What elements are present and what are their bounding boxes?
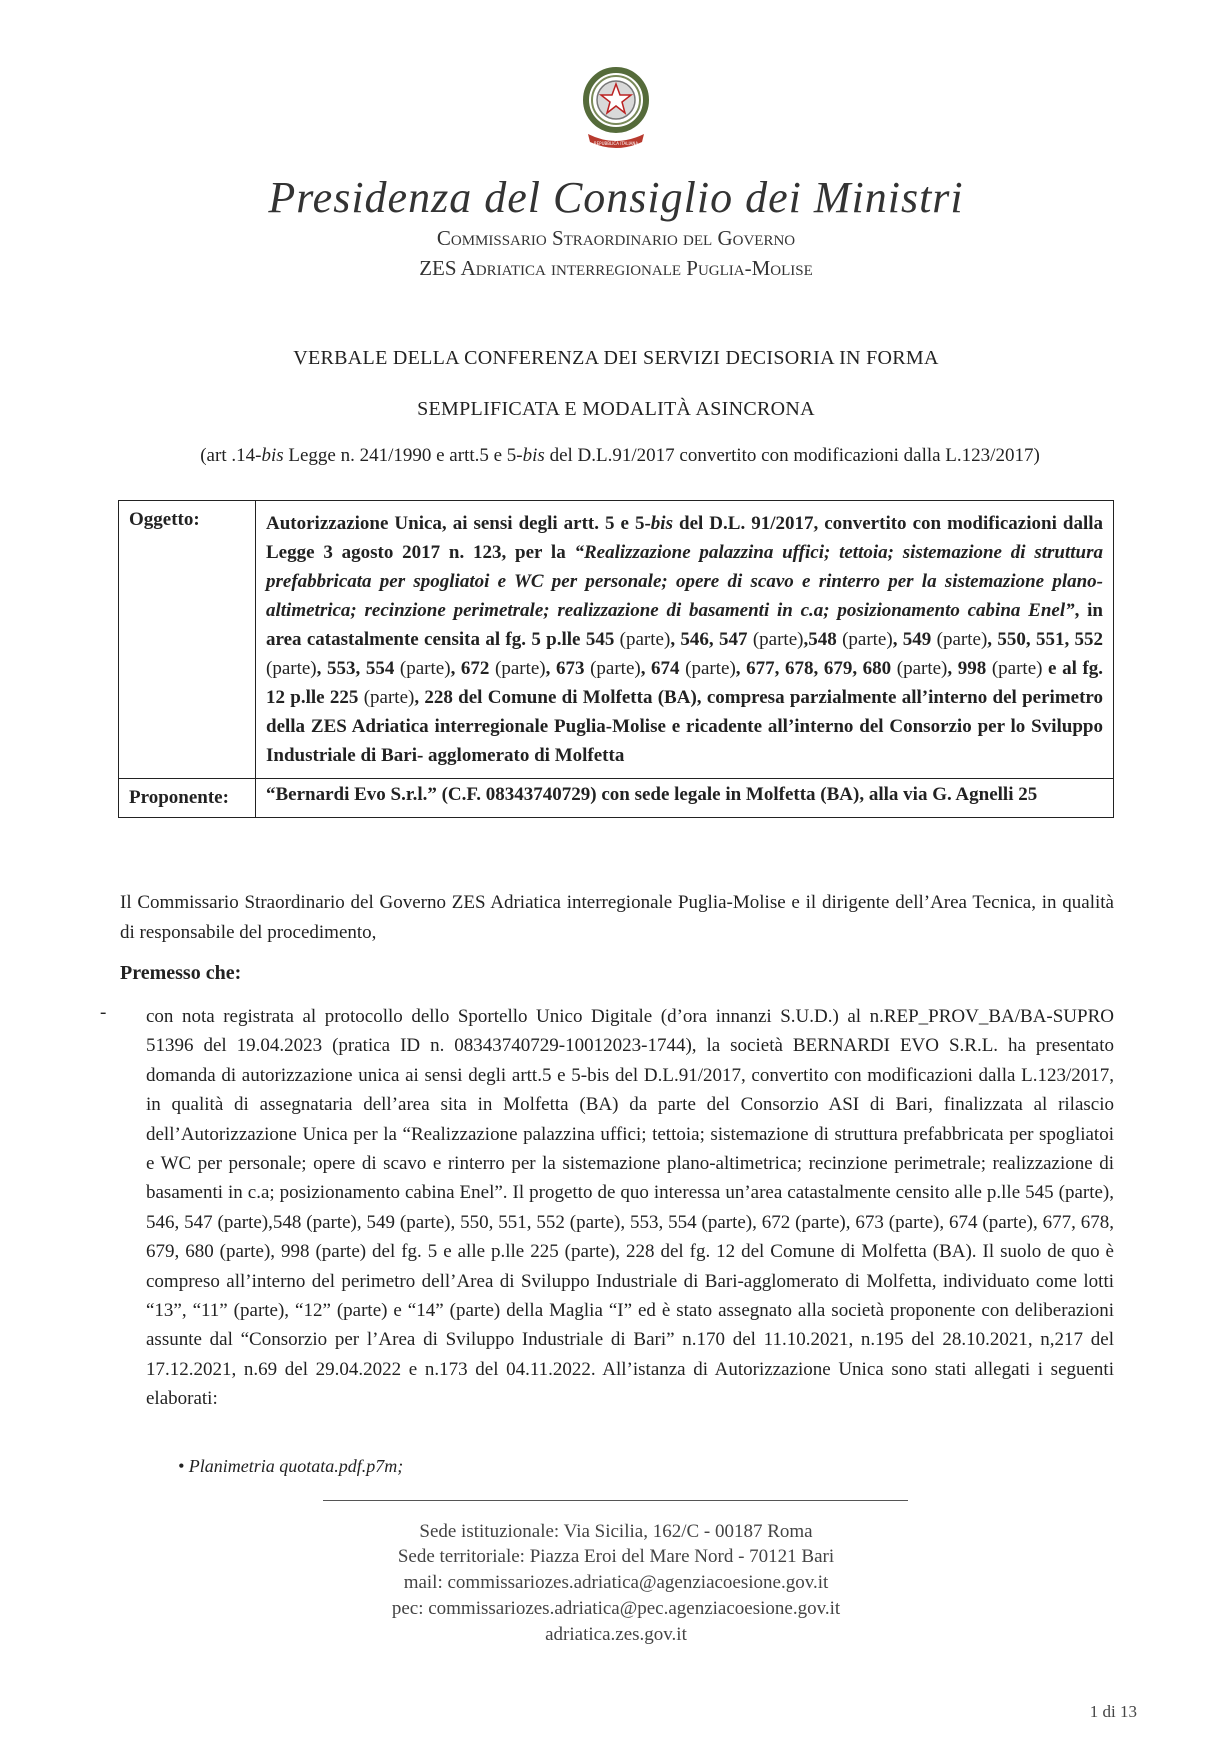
footer-divider (323, 1500, 908, 1501)
legal-reference: (art .14-bis Legge n. 241/1990 e artt.5 e 5-bis del D.L.91/2017 convertito con modificazioni dalla L.123/2017) (200, 445, 1040, 466)
list-dash: - (100, 1002, 107, 1023)
footer-sede-istituzionale: Sede istituzionale: Via Sicilia, 162/C - 00187 Roma (419, 1521, 813, 1542)
proponente-text: “Bernardi Evo S.r.l.” (C.F. 08343740729) con sede legale in Molfetta (BA), alla via G. Agnelli 25 (256, 779, 1114, 818)
institution-title: Presidenza del Consiglio dei Ministri (268, 173, 964, 222)
attachment-item: • Planimetria quotata.pdf.p7m; (178, 1456, 404, 1476)
footer-website: adriatica.zes.gov.it (545, 1624, 687, 1645)
intro-paragraph: Il Commissario Straordinario del Governo ZES Adriatica interregionale Puglia-Molise e il dirigente dell’Area Tecnica, in qualità di responsabile del procedimento, (120, 892, 1114, 943)
document-heading-line-2: SEMPLIFICATA E MODALITÀ ASINCRONA (417, 398, 815, 420)
oggetto-label: Oggetto: (119, 501, 256, 779)
office-line-2: ZES Adriatica interregionale Puglia-Molise (419, 256, 813, 280)
footer-sede-territoriale: Sede territoriale: Piazza Eroi del Mare Nord - 70121 Bari (397, 1546, 835, 1567)
footer-pec: pec: commissariozes.adriatica@pec.agenziacoesione.gov.it (391, 1598, 841, 1619)
oggetto-text: Autorizzazione Unica, ai sensi degli artt. 5 e 5-bis del D.L. 91/2017, convertito con modificazioni dalla Legge 3 agosto 2017 n. 123, per la “Realizzazione palazzina uffici; tettoia; sistemazione di struttura prefabbricata per spogliatoi e WC per personale; opere di scavo e rinterro per la sistemazione plano-altimetrica; recinzione perimetrale; realizzazione di basamenti in c.a; posizionamento cabina Enel”, in area catastalmente censita al fg. 5 p.lle 545 (parte), 546, 547 (parte),548 (parte), 549 (parte), 550, 551, 552 (parte), 553, 554 (parte), 672 (parte), 673 (parte), 674 (parte), 677, 678, 679, 680 (parte), 998 (parte) e al fg. 12 p.lle 225 (parte), 228 del Comune di Molfetta (BA), compresa parzialmente all’interno del perimetro della ZES Adriatica interregionale Puglia-Molise e ricadente all’interno del Consorzio per lo Sviluppo Industriale di Bari- agglomerato di Molfetta (256, 501, 1114, 779)
premesso-heading: Premesso che: (120, 962, 242, 984)
subject-table (118, 500, 1114, 818)
proponente-label: Proponente: (119, 779, 256, 818)
premise-paragraph: con nota registrata al protocollo dello Sportello Unico Digitale (d’ora innanzi S.U.D.) al n.REP_PROV_BA/BA-SUPRO 51396 del 19.04.2023 (pratica ID n. 08343740729-10012023-1744), la società BERNARDI EVO S.R.L. ha presentato domanda di autorizzazione unica ai sensi degli artt.5 e 5-bis del D.L.91/2017, convertito con modificazioni dalla L.123/2017, in qualità di assegnataria dell’area sita in Molfetta (BA) da parte del Consorzio ASI di Bari, finalizzata al rilascio dell’Autorizzazione Unica per la “Realizzazione palazzina uffici; tettoia; sistemazione di struttura prefabbricata per spogliatoi e WC per personale; opere di scavo e rinterro per la sistemazione plano-altimetrica; recinzione perimetrale; realizzazione di basamenti in c.a; posizionamento cabina Enel”. Il progetto de quo interessa un’area catastalmente censito alle p.lle 545 (parte), 546, 547 (parte),548 (parte), 549 (parte), 550, 551, 552 (parte), 553, 554 (parte), 672 (parte), 673 (parte), 674 (parte), 677, 678, 679, 680 (parte), 998 (parte) del fg. 5 e alle p.lle 225 (parte), 228 del fg. 12 del Comune di Molfetta (BA). Il suolo de quo è compreso all’interno del perimetro dell’Area di Sviluppo Industriale di Bari-agglomerato di Molfetta, individuato come lotti “13”, “11” (parte), “12” (parte) e “14” (parte) della Maglia “I” ed è stato assegnato alla società proponente con deliberazioni assunte dal “Consorzio per l’Area di Sviluppo Industriale di Bari” n.170 del 11.10.2021, n.195 del 28.10.2021, n,217 del 17.12.2021, n.69 del 29.04.2022 e n.173 del 04.11.2022. All’istanza di Autorizzazione Unica sono stati allegati i seguenti elaborati: (146, 1006, 1114, 1410)
svg-text:REPUBBLICA ITALIANA: REPUBBLICA ITALIANA (593, 141, 639, 146)
italian-republic-emblem (580, 62, 652, 156)
footer-mail: mail: commissariozes.adriatica@agenziacoesione.gov.it (403, 1572, 829, 1593)
document-heading-line-1: VERBALE DELLA CONFERENZA DEI SERVIZI DECISORIA IN FORMA (293, 347, 939, 369)
office-line-1: Commissario Straordinario del Governo (436, 226, 796, 250)
page-number: 1 di 13 (1089, 1702, 1137, 1721)
